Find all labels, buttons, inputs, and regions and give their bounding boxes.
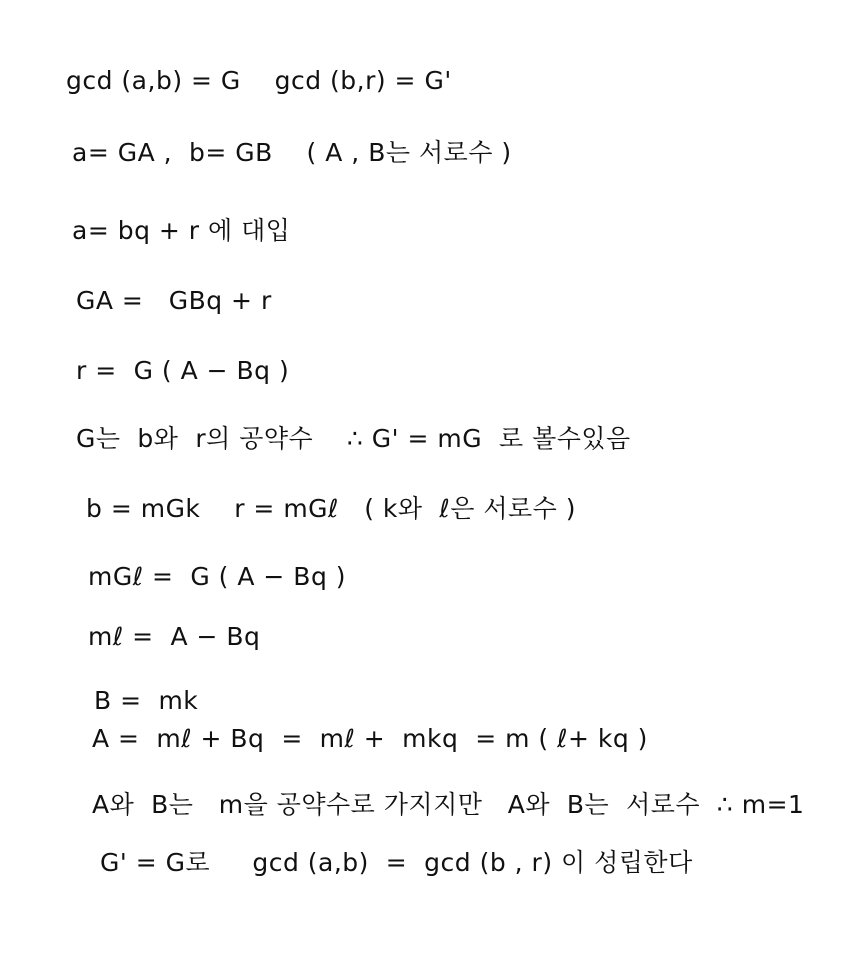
note-line-6: G는 b와 r의 공약수 ∴ G' = mG 로 볼수있음 bbox=[76, 424, 631, 453]
note-line-9: mℓ = A − Bq bbox=[88, 622, 261, 651]
note-line-2: a= GA , b= GB ( A , B는 서로수 ) bbox=[72, 138, 512, 167]
note-line-12: A와 B는 m을 공약수로 가지지만 A와 B는 서로수 ∴ m=1 bbox=[92, 790, 805, 819]
note-line-11: A = mℓ + Bq = mℓ + mkq = m ( ℓ+ kq ) bbox=[92, 724, 648, 753]
note-line-13: G' = G로 gcd (a,b) = gcd (b , r) 이 성립한다 bbox=[100, 848, 693, 877]
note-line-4: GA = GBq + r bbox=[76, 286, 272, 315]
note-line-10: B = mk bbox=[94, 686, 199, 715]
note-line-7: b = mGk r = mGℓ ( k와 ℓ은 서로수 ) bbox=[86, 494, 577, 523]
note-line-3: a= bq + r 에 대입 bbox=[72, 216, 291, 245]
note-line-1: gcd (a,b) = G gcd (b,r) = G' bbox=[66, 66, 452, 95]
note-line-8: mGℓ = G ( A − Bq ) bbox=[88, 562, 347, 591]
note-line-5: r = G ( A − Bq ) bbox=[76, 356, 290, 385]
